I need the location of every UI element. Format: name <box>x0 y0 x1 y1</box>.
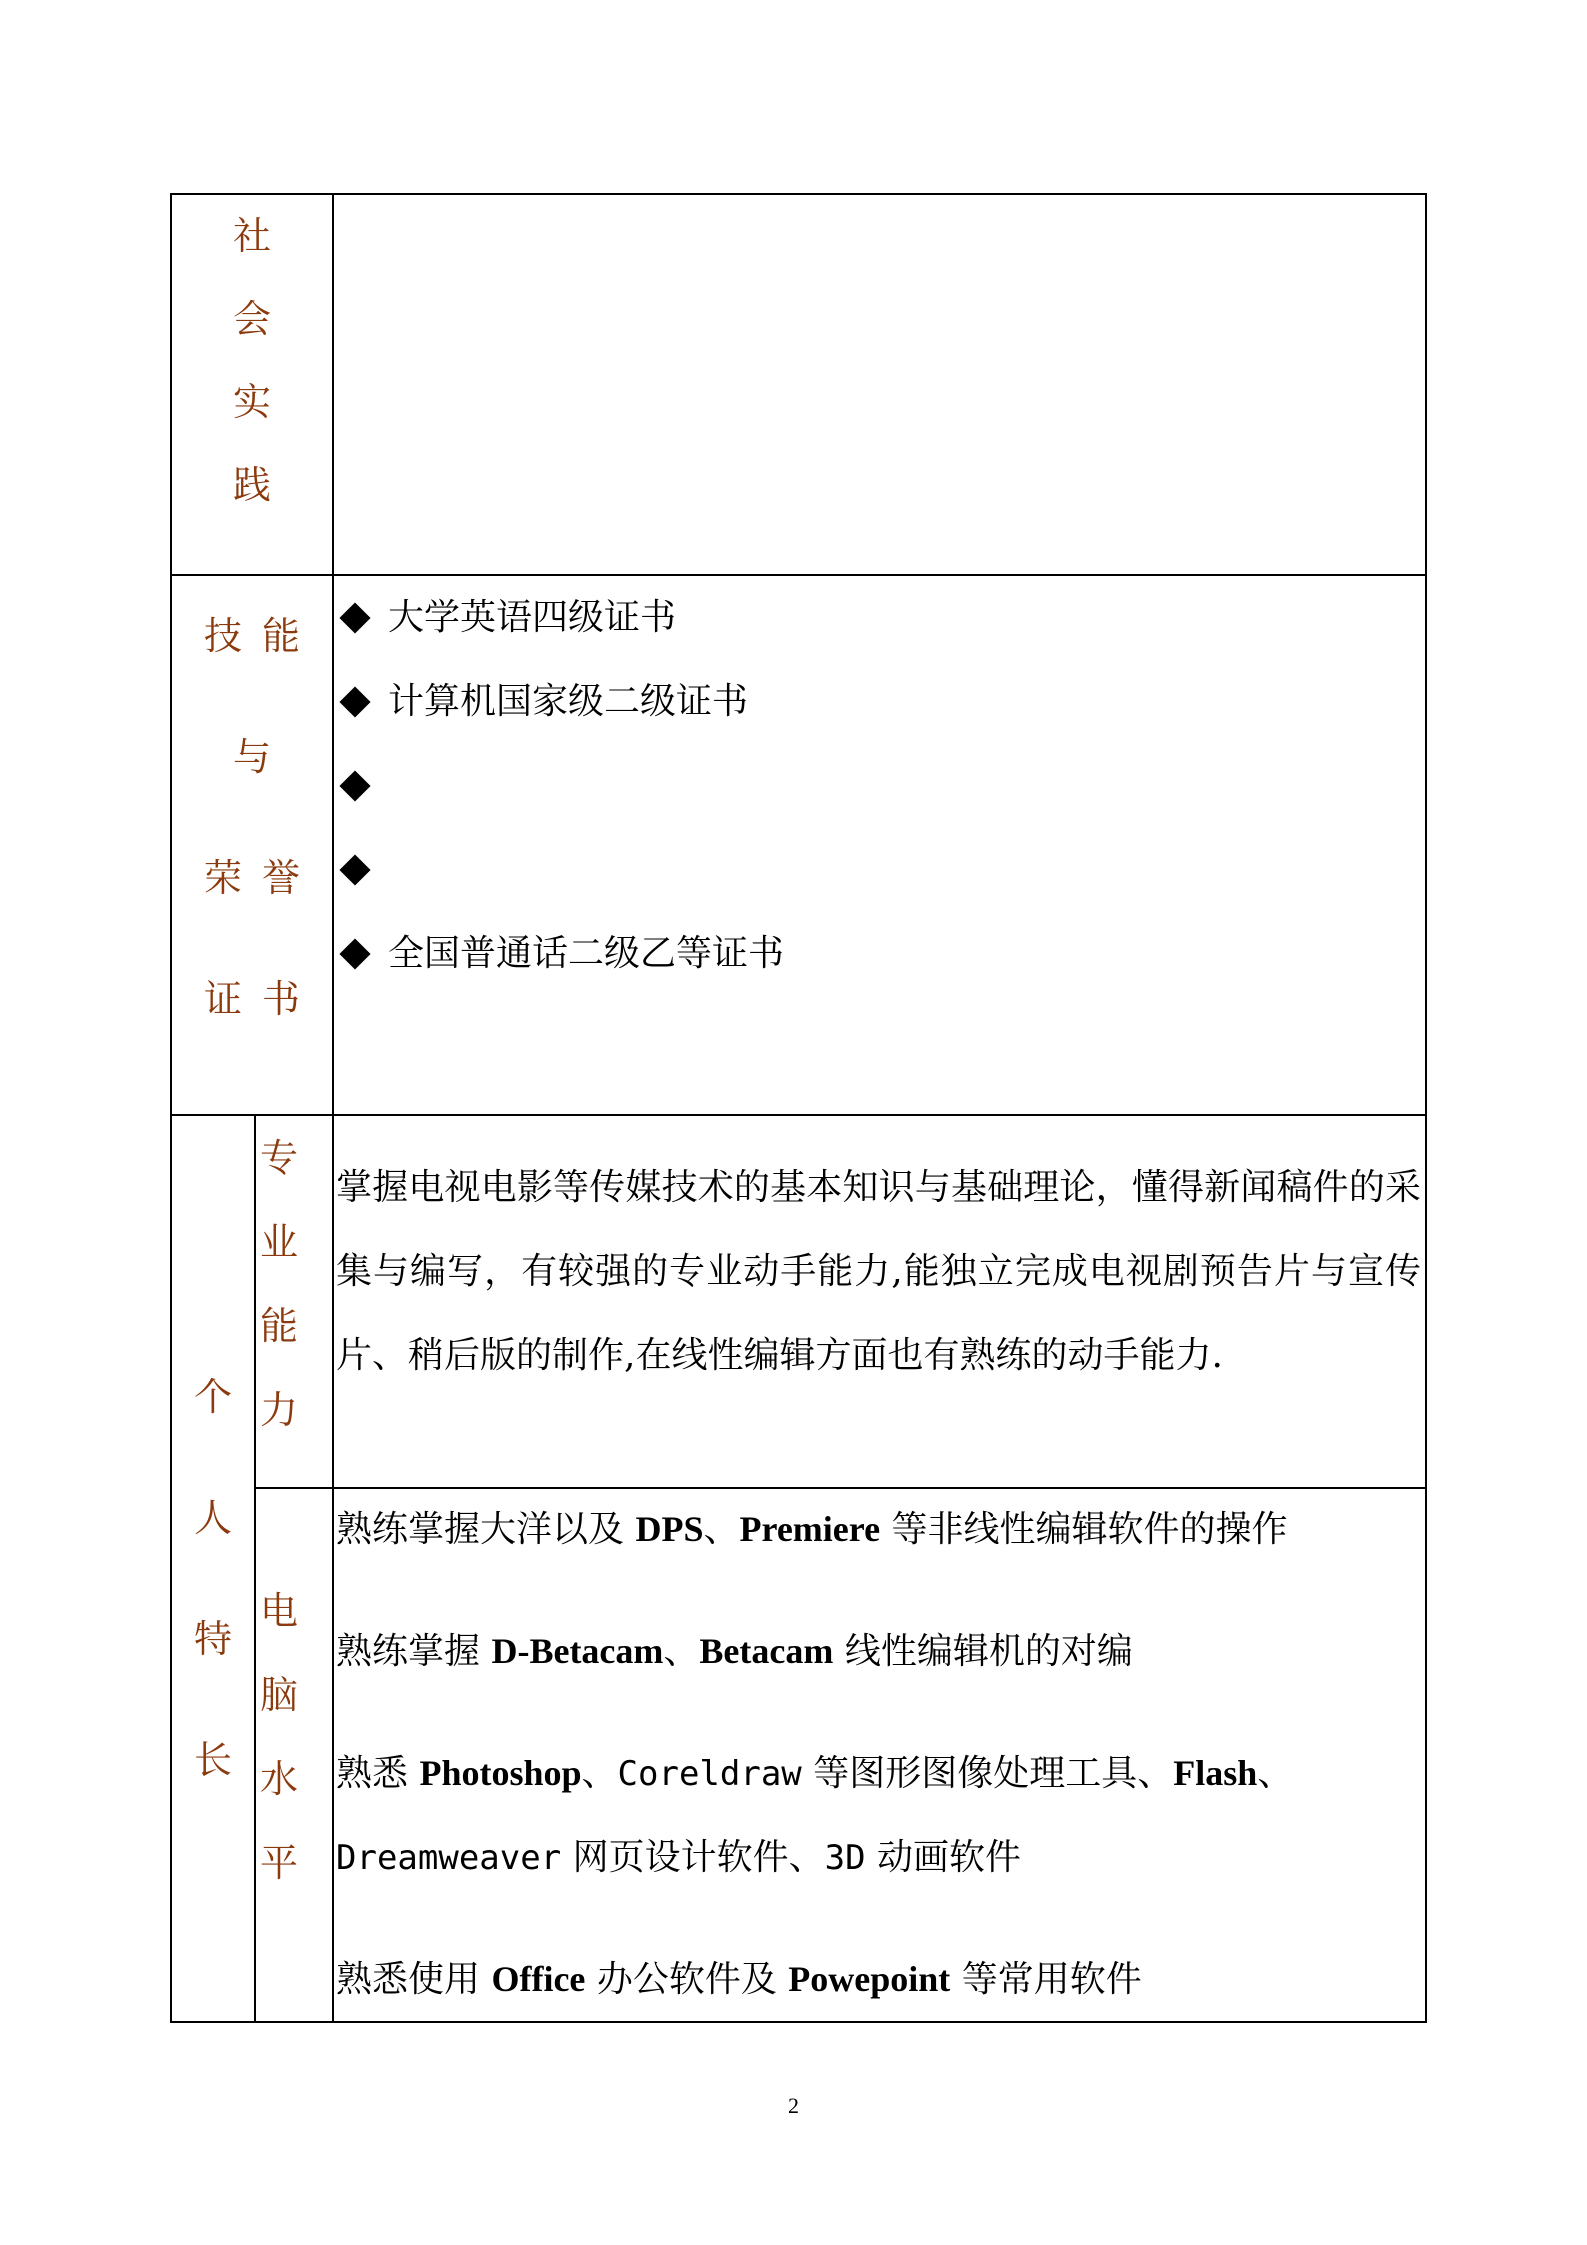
label-char: 水 <box>260 1757 299 1801</box>
software-name: D-Betacam <box>491 1631 664 1671</box>
software-name: Dreamweaver <box>336 1838 562 1878</box>
computer-skills-row <box>171 1488 1426 2022</box>
label-char: 个 <box>193 1374 232 1419</box>
black-diamond-icon <box>339 602 370 633</box>
certificate-text: 全国普通话二级乙等证书 <box>388 933 785 974</box>
label-char: 践 <box>233 463 272 507</box>
label-char: 专 <box>260 1136 299 1180</box>
skills-honors-row <box>171 575 1426 1115</box>
label-char: 脑 <box>260 1673 299 1717</box>
label-char: 会 <box>233 297 272 341</box>
certificate-item <box>334 670 1425 754</box>
text-run: 动画软件 <box>865 1837 1022 1878</box>
software-name: Coreldraw <box>617 1754 802 1794</box>
software-name: DPS <box>635 1509 704 1549</box>
social-practice-content <box>333 194 1426 575</box>
black-diamond-icon <box>339 686 370 717</box>
text-run: 、 <box>1257 1753 1294 1794</box>
software-name: 3D <box>824 1838 866 1878</box>
black-diamond-icon <box>339 854 370 885</box>
software-name: Powepoint <box>788 1959 951 1999</box>
software-name: Photoshop <box>419 1753 582 1793</box>
text-run: 熟悉使用 <box>336 1959 492 2000</box>
professional-ability-label <box>255 1115 333 1488</box>
text-run: 熟悉 <box>336 1753 420 1794</box>
professional-ability-text: 掌握电视电影等传媒技术的基本知识与基础理论，懂得新闻稿件的采集与编写，有较强的专业动手能力,能独立完成电视剧预告片与宣传片、稍后版的制作,在线性编辑方面也有熟练的动手能力. <box>336 1167 1422 1376</box>
label-line: 技能 <box>204 614 321 658</box>
software-name: Flash <box>1173 1753 1258 1793</box>
page-number: 2 <box>788 2093 799 2118</box>
certificate-item <box>334 754 1425 838</box>
label-line: 荣誉 <box>204 856 321 900</box>
text-run: 、 <box>663 1631 700 1672</box>
text-run: 、 <box>581 1753 618 1794</box>
professional-ability-row <box>171 1115 1426 1488</box>
label-char: 社 <box>233 214 272 258</box>
certificate-item <box>334 838 1425 922</box>
certificates-cell <box>333 575 1426 1115</box>
resume-table <box>170 193 1427 2023</box>
computer-skill-line <box>334 1947 1425 2012</box>
text-run: 熟练掌握大洋以及 <box>336 1509 636 1550</box>
text-run: 等非线性编辑软件的操作 <box>880 1509 1288 1550</box>
certificate-text: 计算机国家级二级证书 <box>388 681 749 722</box>
label-char: 人 <box>193 1495 232 1540</box>
label-char: 力 <box>260 1388 299 1432</box>
certificate-text: 大学英语四级证书 <box>388 597 677 638</box>
label-char: 特 <box>193 1616 232 1661</box>
social-practice-label <box>171 194 333 575</box>
label-char: 电 <box>260 1589 299 1633</box>
social-practice-row <box>171 194 1426 575</box>
software-name: Office <box>491 1959 586 1999</box>
label-char: 实 <box>233 380 272 424</box>
black-diamond-icon <box>339 770 370 801</box>
computer-skill-line <box>334 1741 1425 1806</box>
computer-skills-content <box>333 1488 1426 2022</box>
skills-honors-label <box>171 575 333 1115</box>
certificate-item <box>334 922 1425 1006</box>
computer-skill-line <box>334 1497 1425 1562</box>
text-run: 办公软件及 <box>585 1959 789 2000</box>
text-run: 线性编辑机的对编 <box>833 1631 1133 1672</box>
text-run: 等图形图像处理工具、 <box>801 1753 1174 1794</box>
label-char: 平 <box>260 1841 299 1885</box>
software-name: Betacam <box>699 1631 834 1671</box>
computer-level-label <box>255 1488 333 2022</box>
text-run: 等常用软件 <box>950 1959 1142 2000</box>
software-name: Premiere <box>739 1509 881 1549</box>
black-diamond-icon <box>339 938 370 969</box>
label-char: 长 <box>193 1737 232 1782</box>
label-char: 业 <box>260 1220 299 1264</box>
text-run: 熟练掌握 <box>336 1631 492 1672</box>
professional-ability-content <box>333 1115 1426 1488</box>
certificate-item <box>334 586 1425 670</box>
computer-skill-line <box>334 1619 1425 1684</box>
computer-skill-line <box>334 1826 1425 1890</box>
label-line: 证书 <box>204 977 321 1021</box>
text-run: 、 <box>703 1509 740 1550</box>
certificate-list <box>334 576 1425 1006</box>
personal-strengths-label <box>171 1115 255 2022</box>
label-char: 能 <box>260 1304 299 1348</box>
text-run: 网页设计软件、 <box>561 1837 825 1878</box>
label-line: 与 <box>233 735 292 779</box>
